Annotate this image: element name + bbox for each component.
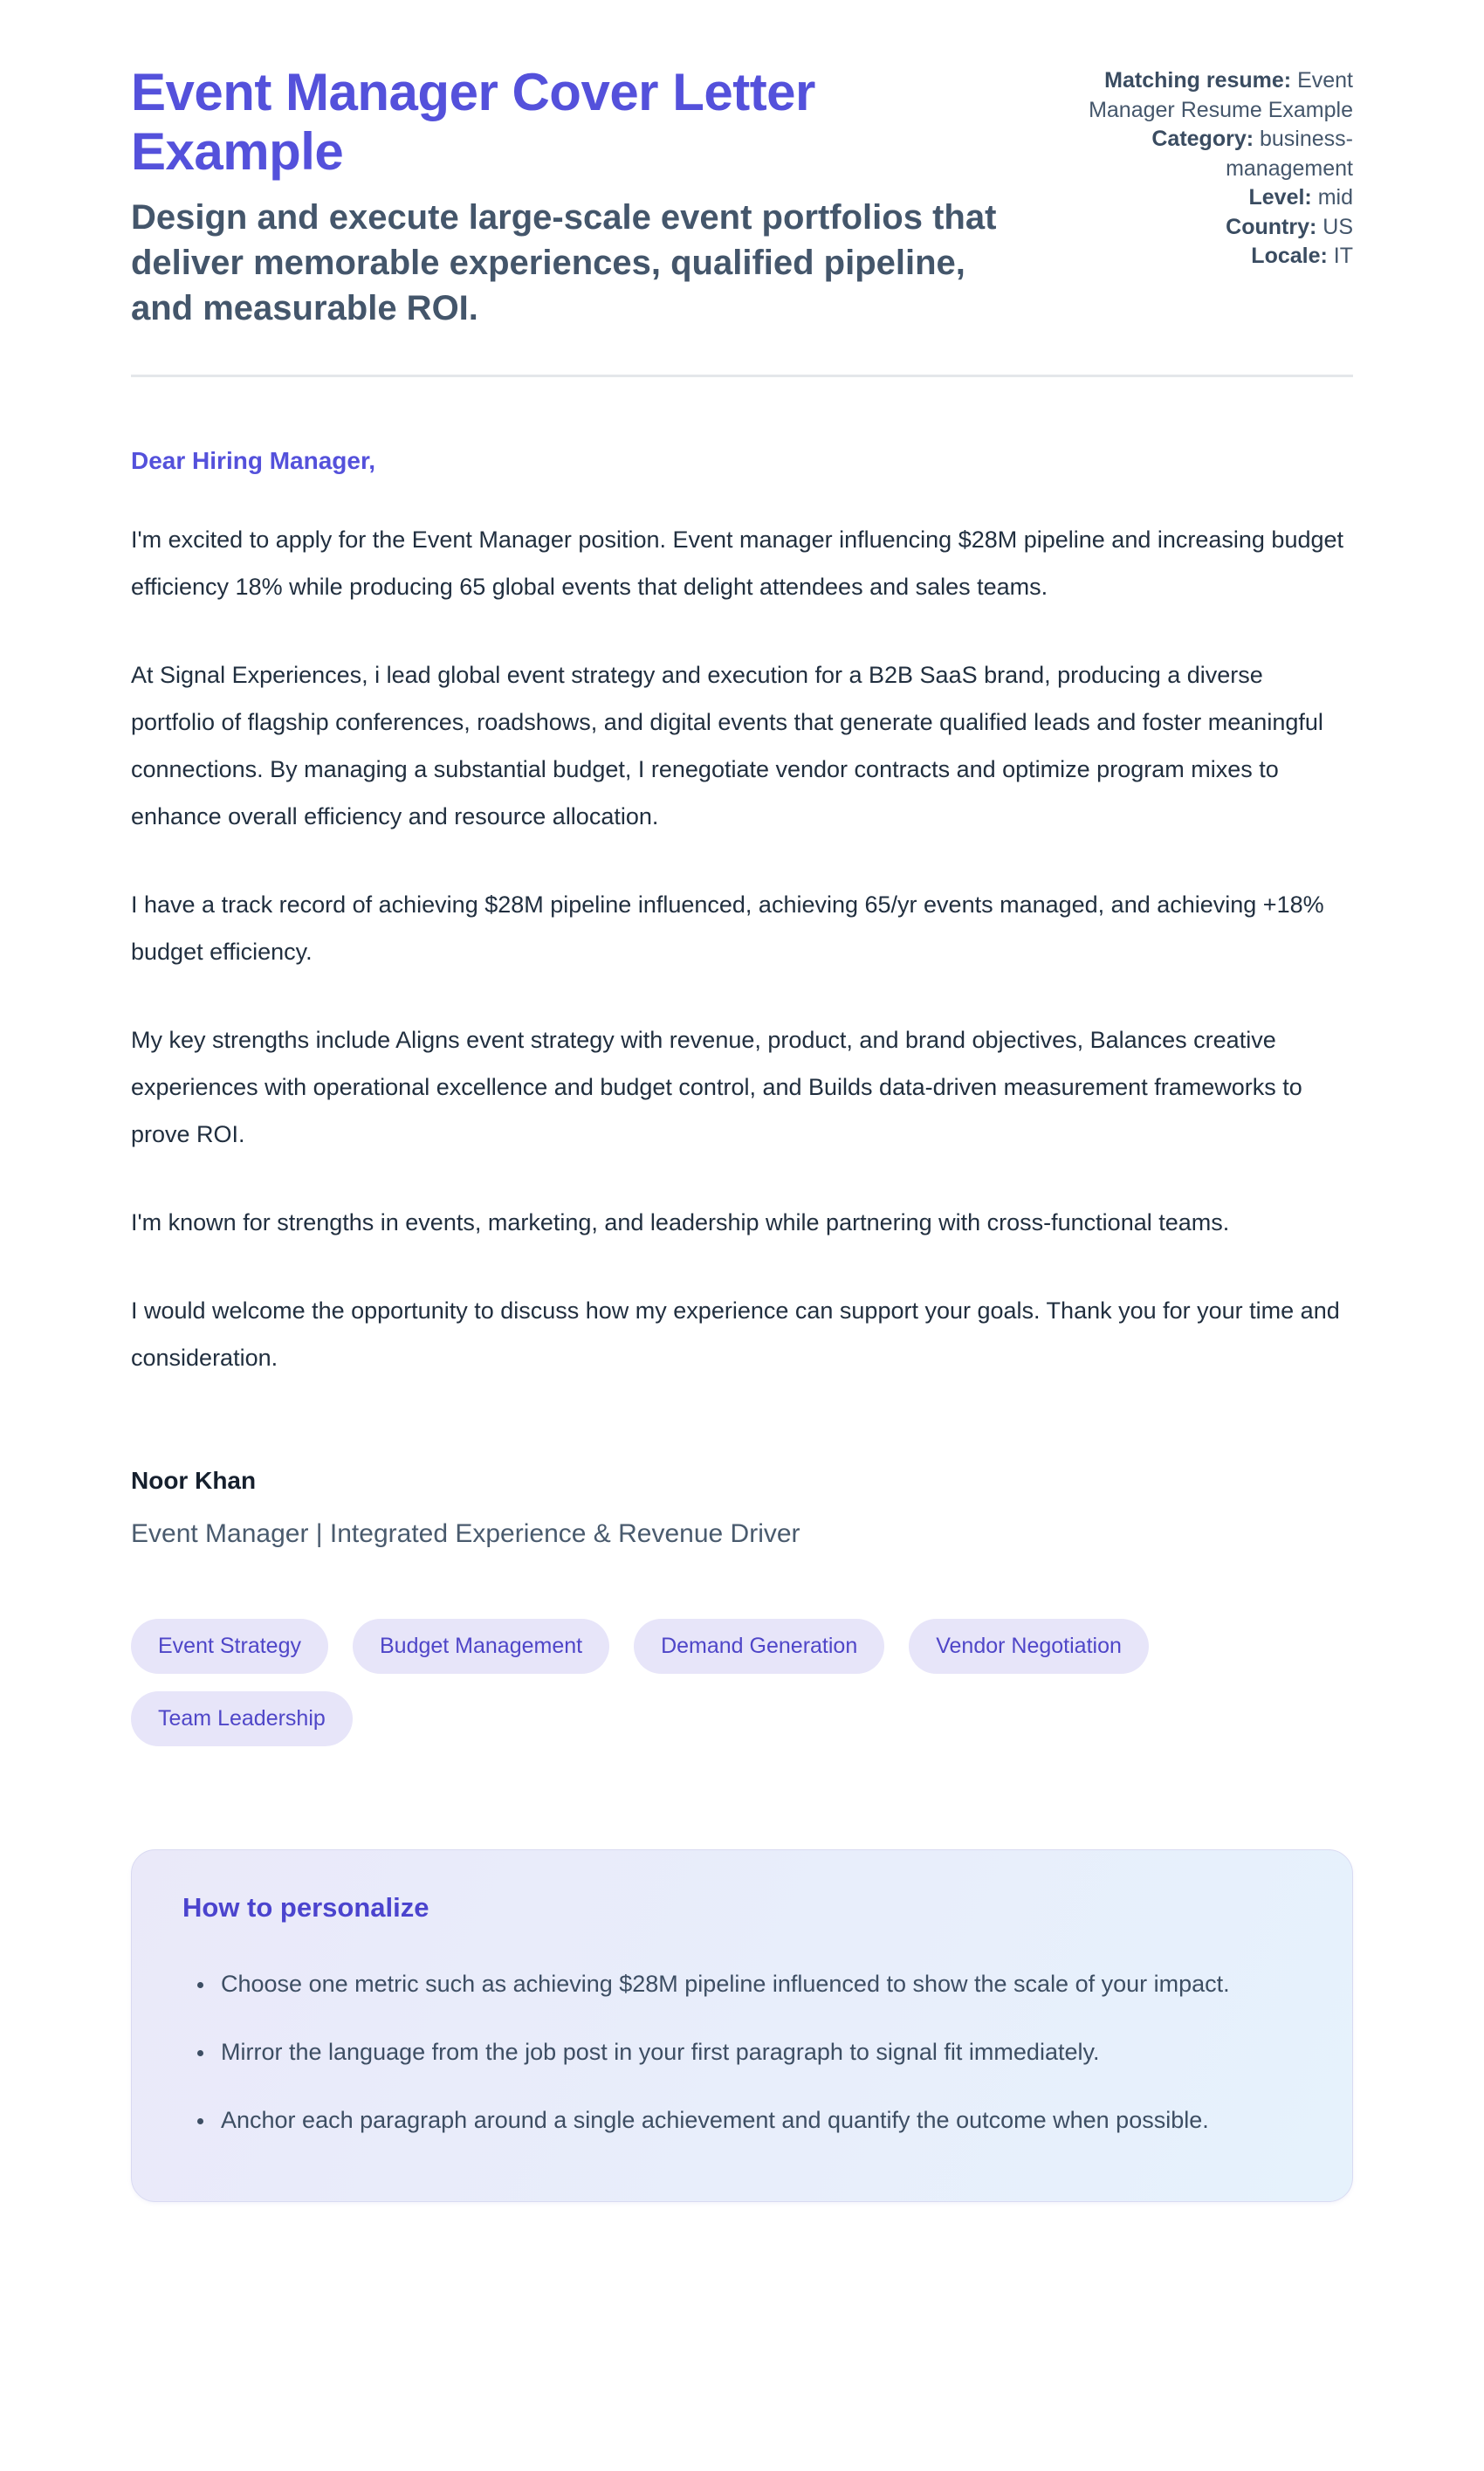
meta-item-country: [1049, 213, 1353, 243]
letter-paragraph: I would welcome the opportunity to discuss how my experience can support your goals. Thank you for your time and consideration.: [131, 1297, 1340, 1371]
personalize-tip-box: [131, 1849, 1353, 2202]
meta-label: Category:: [1151, 127, 1254, 151]
page-title: Event Manager Cover Letter Example: [131, 63, 815, 182]
page-subtitle: Design and execute large-scale event portfolios that deliver memorable experiences, qualified pipeline, and measurable ROI.: [131, 197, 997, 327]
tip-list: [182, 1960, 1302, 2144]
skill-tag-budget-management: Budget Management: [353, 1619, 609, 1674]
meta-label: Level:: [1248, 185, 1312, 210]
page-header: [131, 63, 1353, 331]
letter-paragraph: At Signal Experiences, i lead global event strategy and execution for a B2B SaaS brand, producing a diverse portfolio of flagship conferences, roadshows, and digital events that generate qualified leads and foster meaningful connections. By managing a substantial budget, I renegotiate vendor contracts and optimize program mixes to enhance overall efficiency and resource allocation.: [131, 661, 1323, 829]
meta-value: business-management: [1226, 127, 1353, 181]
meta-value: US: [1323, 214, 1353, 239]
skill-tag-team-leadership: Team Leadership: [131, 1691, 353, 1746]
skill-tag-event-strategy: Event Strategy: [131, 1619, 328, 1674]
tip-box-title: How to personalize: [182, 1891, 429, 1923]
meta-value: IT: [1333, 244, 1353, 268]
meta-item-matching-resume: [1049, 66, 1353, 125]
signature-name: Noor Khan: [131, 1466, 257, 1494]
greeting: Dear Hiring Manager,: [131, 446, 376, 474]
meta-item-locale: [1049, 242, 1353, 272]
signature-title: Event Manager | Integrated Experience & Revenue Driver: [131, 1518, 800, 1548]
meta-label: Matching resume:: [1104, 68, 1292, 93]
meta-item-level: [1049, 183, 1353, 213]
skill-tag-demand-generation: Demand Generation: [634, 1619, 884, 1674]
tip-item: • Mirror the language from the job post in your first paragraph to signal fit immediately.: [216, 2028, 1302, 2075]
letter-paragraph: I'm known for strengths in events, marketing, and leadership while partnering with cross-functional teams.: [131, 1208, 1230, 1236]
letter-paragraph: I have a track record of achieving $28M pipeline influenced, achieving 65/yr events managed, and achieving +18% budget efficiency.: [131, 891, 1324, 965]
meta-label: Locale:: [1251, 244, 1328, 268]
meta-value: mid: [1317, 185, 1353, 210]
letter-paragraph: I'm excited to apply for the Event Manager position. Event manager influencing $28M pipeline and increasing budget efficiency 18% while producing 65 global events that delight attendees and sales teams.: [131, 526, 1344, 600]
meta-value: Event Manager Resume Example: [1089, 68, 1353, 122]
tip-item: • Choose one metric such as achieving $28M pipeline influenced to show the scale of your impact.: [216, 1960, 1302, 2007]
skill-tag-vendor-negotiation: Vendor Negotiation: [909, 1619, 1149, 1674]
header-divider: [131, 375, 1353, 377]
tip-item: • Anchor each paragraph around a single achievement and quantify the outcome when possible.: [216, 2096, 1302, 2144]
meta-label: Country:: [1226, 214, 1317, 239]
letter-paragraph: My key strengths include Aligns event strategy with revenue, product, and brand objectives, Balances creative experiences with operational excellence and budget control, and Builds data-driven measurement frameworks to prove ROI.: [131, 1026, 1302, 1147]
meta-item-category: [1049, 125, 1353, 183]
letter-body: [131, 447, 1353, 2202]
meta-panel: [1049, 63, 1353, 272]
skill-tags: [131, 1619, 1196, 1746]
header-titles: [131, 63, 1014, 331]
